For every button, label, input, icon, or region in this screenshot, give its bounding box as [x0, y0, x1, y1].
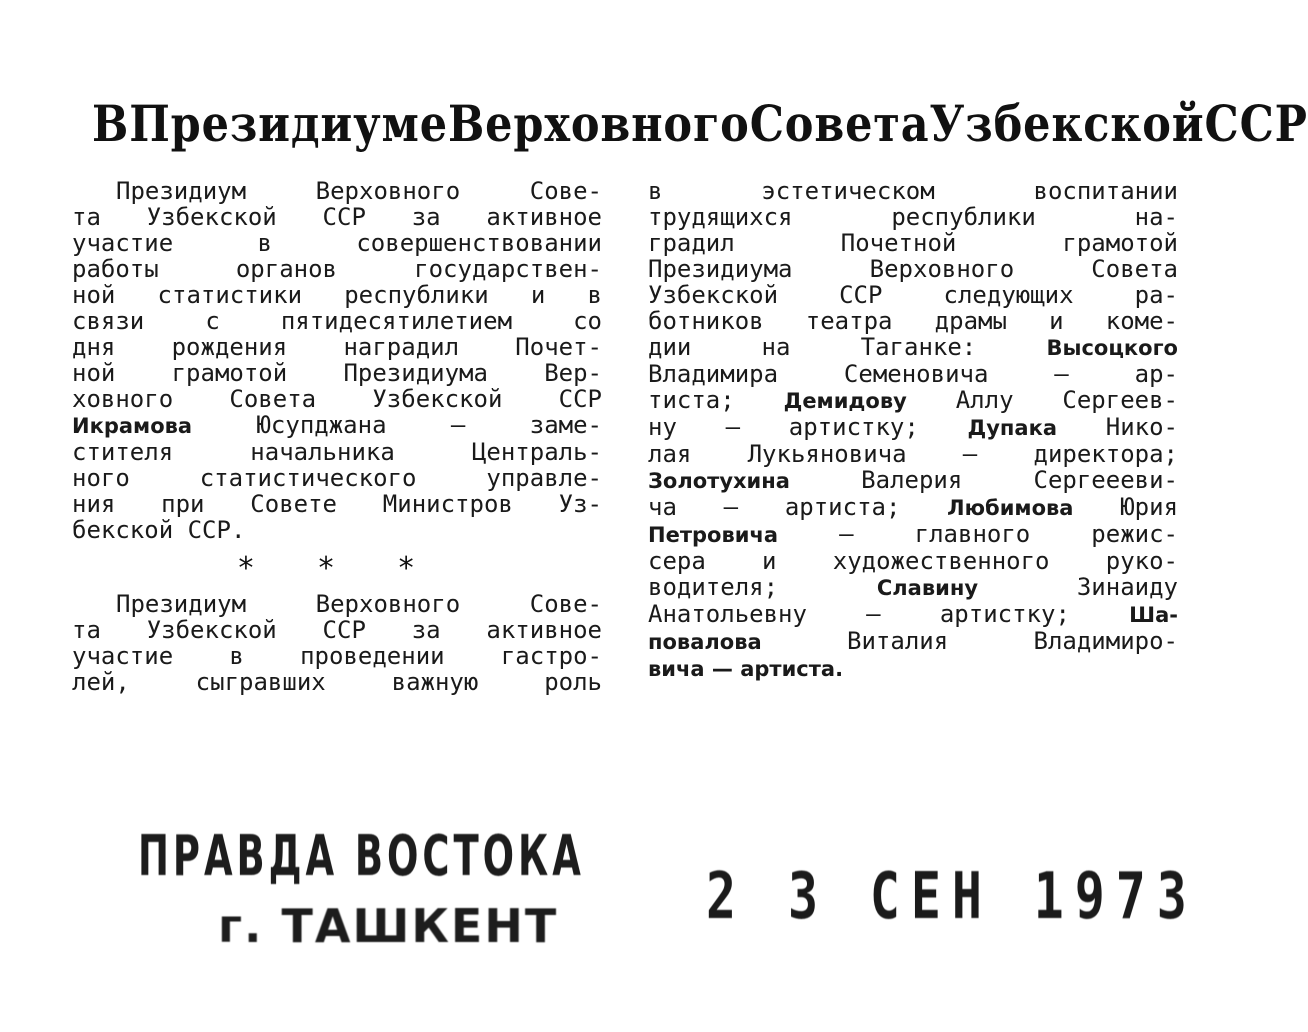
awardee-name: Славину	[876, 576, 979, 600]
text-line	[648, 387, 1178, 414]
text-line: та Узбекской ССР за активное	[72, 203, 602, 231]
text-line: бекской ССР.	[72, 516, 246, 544]
text-line: связи с пятидесятилетием со	[72, 307, 602, 335]
text-line: в эстетическом воспитании	[648, 177, 1178, 205]
text-line: ботников театра драмы и коме-	[648, 307, 1178, 335]
text-line	[648, 628, 1178, 655]
text-fragment: Валерия Сергеееви-	[861, 466, 1178, 494]
text-line	[648, 494, 1178, 521]
article-paragraph-2	[72, 591, 602, 695]
text-fragment: Анатольевну — артистку;	[648, 600, 1070, 628]
text-line: ния при Совете Министров Уз-	[72, 490, 602, 518]
awardee-name: Золотухина	[648, 469, 790, 493]
headline-word: Узбекской	[929, 94, 1205, 153]
article-column-right	[648, 178, 1178, 682]
text-fragment: водителя;	[648, 573, 779, 601]
headline	[92, 86, 1308, 162]
text-line	[648, 414, 1178, 441]
text-line	[648, 655, 1178, 682]
awardee-name: Ша-	[1129, 603, 1178, 627]
text-line	[648, 574, 1178, 601]
article-paragraph-1	[72, 178, 602, 543]
stamp-newspaper-name: ПРАВДА ВОСТОКА	[138, 824, 585, 889]
awardee-name: Любимова	[947, 496, 1074, 520]
text-fragment: Юрия	[1120, 493, 1179, 521]
text-line: ной статистики республики и в	[72, 281, 602, 309]
text-line	[648, 334, 1178, 361]
stamp-city: г. ТАШКЕНТ	[218, 899, 559, 953]
text-fragment: Юсупджана — заме-	[256, 411, 602, 439]
text-line: Президиум Верховного Сове-	[116, 590, 602, 618]
awardee-name: Демидову	[783, 389, 907, 413]
text-line: та Узбекской ССР за активное	[72, 616, 602, 644]
awardee-name: повалова	[648, 630, 762, 654]
text-line: работы органов государствен-	[72, 255, 602, 283]
headline-word: В	[92, 94, 130, 153]
text-fragment: — главного режис-	[839, 520, 1179, 548]
awardee-name: Икрамова	[72, 414, 193, 438]
headline-word: Президиуме	[129, 94, 448, 153]
text-line: стителя начальника Централь-	[72, 438, 602, 466]
text-fragment: Нико-	[1105, 413, 1178, 441]
text-fragment: тиста;	[648, 386, 735, 414]
text-line: лая Лукьяновича — директора;	[648, 440, 1178, 468]
newspaper-stamp	[138, 822, 585, 962]
headline-word: Верховного	[447, 94, 750, 153]
text-line	[648, 601, 1178, 628]
text-fragment: Аллу Сергеев-	[955, 386, 1179, 414]
text-line: Президиума Верховного Совета	[648, 255, 1178, 283]
text-line: сера и художественного руко-	[648, 547, 1178, 575]
text-line	[648, 521, 1178, 548]
text-line: Президиум Верховного Сове-	[116, 177, 602, 205]
text-line: лей, сыгравших важную роль	[72, 668, 602, 696]
article-column-left	[72, 178, 602, 695]
text-fragment: ча — артиста;	[648, 493, 901, 521]
text-line: участие в проведении гастро-	[72, 642, 602, 670]
text-line: дня рождения наградил Почет-	[72, 333, 602, 361]
text-line: трудящихся республики на-	[648, 203, 1178, 231]
text-line	[72, 412, 602, 439]
text-line: ной грамотой Президиума Вер-	[72, 359, 602, 387]
text-line: ховного Совета Узбекской ССР	[72, 385, 602, 413]
awardee-name: Петровича	[648, 523, 779, 547]
text-line	[648, 467, 1178, 494]
text-fragment: Виталия Владимиро-	[847, 627, 1178, 655]
headline-word: ССР	[1204, 94, 1308, 153]
headline-word: Совета	[749, 94, 930, 153]
text-line: Узбекской ССР следующих ра-	[648, 281, 1178, 309]
text-line: градил Почетной грамотой	[648, 229, 1178, 257]
text-line: участие в совершенствовании	[72, 229, 602, 257]
text-line: Владимира Семеновича — ар-	[648, 360, 1178, 388]
text-line: ного статистического управле-	[72, 464, 602, 492]
text-fragment: вича — артиста.	[648, 657, 844, 681]
section-separator: * * *	[236, 551, 438, 586]
text-fragment: дии на Таганке:	[648, 333, 977, 361]
date-stamp: 2 3 СЕН 1973	[706, 860, 1198, 934]
text-fragment: ну — артистку;	[648, 413, 919, 441]
text-fragment: Зинаиду	[1076, 573, 1178, 601]
awardee-name: Дупака	[967, 416, 1058, 440]
article-paragraph-2-continued	[648, 178, 1178, 682]
awardee-name: Высоцкого	[1046, 336, 1178, 360]
